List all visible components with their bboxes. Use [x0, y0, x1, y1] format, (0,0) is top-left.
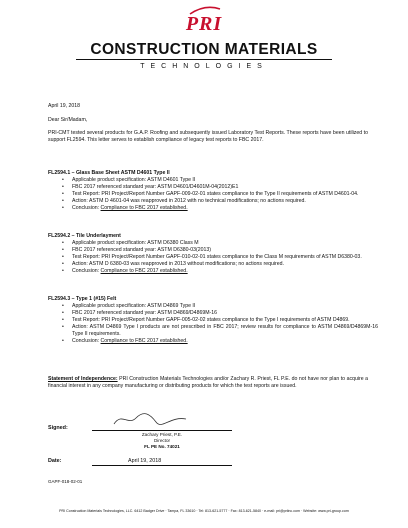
signer-block [92, 432, 232, 449]
list-item: • Action: ASTM D 4601-04 was reapproved in 2012 with no technical modifications; no actions required. [72, 198, 378, 205]
list-item: • Applicable product specification: ASTM D4869 Type II [72, 303, 378, 310]
signature-line [92, 430, 232, 431]
section-heading: FL2594.2 – Tile Underlayment [48, 233, 121, 239]
list-item: • Applicable product specification: ASTM D6380 Class M [72, 240, 378, 247]
list-item: • Test Report: PRI Project/Report Number GAPF-010-02-01 states compliance to the Class M requirements of ASTM D6380-03. [72, 254, 378, 261]
logo-swoosh-icon [188, 6, 222, 16]
list-item: • Applicable product specification: ASTM D4601 Type II [72, 177, 378, 184]
date-label: Date: [48, 458, 62, 464]
conclusion-prefix: Conclusion: [72, 338, 101, 344]
list-item: • FBC 2017 referenced standard year: ASTM D4869/D4869M-16 [72, 310, 378, 317]
page-footer: PRI Construction Materials Technologies, LLC. 6412 Badger Drive · Tampa, FL 33610 · Tel: 813-621-5777 · Fax: 813-621-5840 · e-mail: pri@priinc.com · Website: www.pri-group.com [59, 509, 349, 513]
signer-license: FL PE No. 74021 [144, 443, 180, 449]
company-subtitle: TECHNOLOGIES [140, 63, 268, 70]
conclusion-item [72, 268, 378, 275]
signer-title: Director [153, 437, 171, 443]
signature-date: April 19, 2018 [128, 458, 162, 464]
section-bullets [60, 177, 378, 212]
logo-text: PRI [185, 13, 223, 35]
conclusion-item [72, 205, 378, 212]
intro-paragraph: PRI-CMT tested several products for G.A.P. Roofing and subsequently issued Laboratory Test Reports. These reports have been utilized to support FL2594. This letter serves to establish compliance of legacy test reports to FBC 2017. [48, 130, 368, 143]
conclusion-text: Compliance to FBC 2017 established. [100, 268, 188, 274]
section-bullets [60, 240, 378, 275]
letter-date: April 19, 2018 [48, 103, 81, 109]
independence-text: PRI Construction Materials Technologies and/or Zachary R. Priest, FL P.E. do not have nor plan to acquire a financial interest in any company manufacturing or distributing products for which the test reports are issued. [48, 376, 368, 389]
list-item: • Action: ASTM D4869 Type I products are not prescribed in FBC 2017; review results for compliance to ASTM D4869/D4869M-16 Type II requirements. [72, 324, 378, 338]
section-heading: FL2594.1 – Glass Base Sheet ASTM D4601 Type II [48, 170, 170, 176]
independence-label: Statement of Independence: [48, 376, 118, 382]
conclusion-prefix: Conclusion: [72, 205, 101, 211]
document-id: GAPF-018-02-01 [48, 479, 83, 484]
salutation: Dear Sir/Madam, [48, 117, 88, 123]
company-name: CONSTRUCTION MATERIALS [90, 41, 318, 58]
conclusion-prefix: Conclusion: [72, 268, 101, 274]
conclusion-text: Compliance to FBC 2017 established. [100, 338, 188, 344]
signed-label: Signed: [48, 425, 68, 431]
date-line [92, 465, 232, 466]
signature-image [110, 410, 190, 428]
list-item: • FBC 2017 referenced standard year: ASTM D6380-03(2013) [72, 247, 378, 254]
section-heading: FL2594.3 – Type 1 (#15) Felt [48, 296, 117, 302]
section-bullets [60, 303, 378, 345]
independence-statement [48, 376, 368, 390]
list-item: • FBC 2017 referenced standard year: ASTM D4601/D4601M-04(2012)E1 [72, 184, 378, 191]
list-item: • Test Report: PRI Project/Report Number GAPF-009-02-01 states compliance to the Type II requirements of ASTM D4601-04. [72, 191, 378, 198]
header-divider [76, 59, 332, 60]
conclusion-text: Compliance to FBC 2017 established. [100, 205, 188, 211]
list-item: • Action: ASTM D 6380-03 was reapproved in 2013 without modifications; no actions required. [72, 261, 378, 268]
list-item: • Test Report: PRI Project/Report Number GAPF-005-02-02 states compliance to the Type I requirements of ASTM D4869. [72, 317, 378, 324]
conclusion-item [72, 338, 378, 345]
signer-name: Zachary Priest, P.E. [141, 432, 183, 437]
company-logo [0, 4, 408, 35]
